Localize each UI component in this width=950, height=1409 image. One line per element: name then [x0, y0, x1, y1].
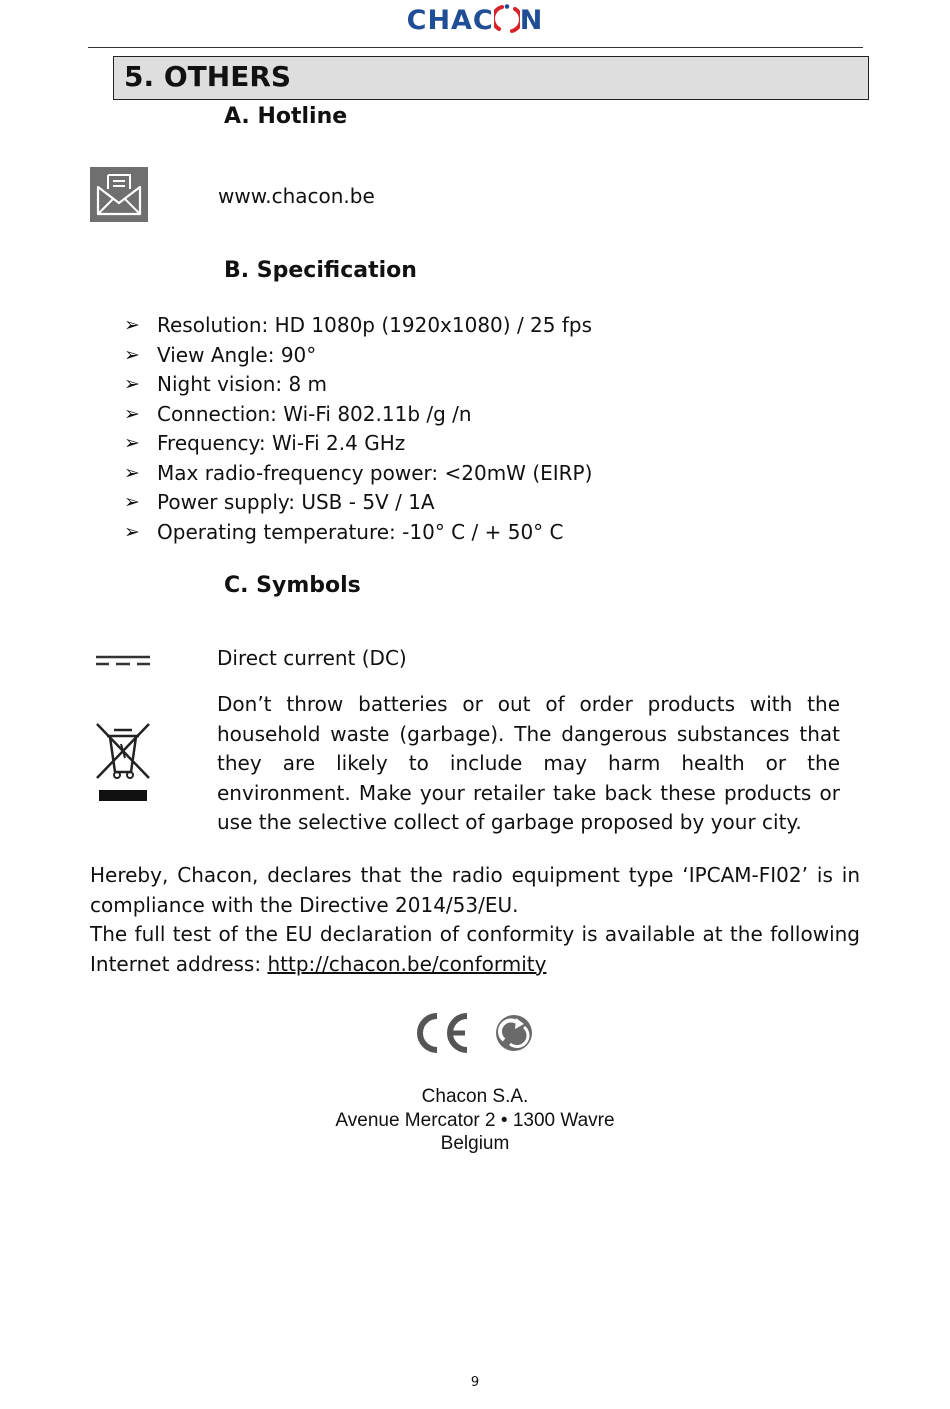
declaration-address-prefix: The full test of the EU declaration of conformity is available at the following Internet address:: [90, 922, 860, 976]
hotline-url[interactable]: www.chacon.be: [218, 184, 375, 208]
spec-item: [124, 400, 592, 430]
spec-item: [124, 311, 592, 341]
direct-current-icon: [96, 652, 150, 664]
spec-item: [124, 429, 592, 459]
section-title: 5. OTHERS: [124, 60, 292, 93]
spec-item: [124, 341, 592, 371]
direct-current-text: Direct current (DC): [217, 646, 407, 670]
hotline-heading: A. Hotline: [224, 104, 348, 129]
arrow-bullet-icon: ➢: [124, 461, 140, 484]
spec-item-text: Power supply: USB - 5V / 1A: [157, 490, 435, 514]
company-name: Chacon S.A.: [421, 1086, 529, 1107]
company-address: [0, 1085, 950, 1156]
spec-item-text: Operating temperature: -10° C / + 50° C: [157, 519, 564, 544]
header-divider: [88, 47, 863, 48]
declaration-address-paragraph: [90, 920, 860, 979]
certification-marks: [410, 1010, 540, 1056]
logo-text-right: N: [519, 5, 544, 36]
declaration-paragraph: Hereby, Chacon, declares that the radio equipment type ‘IPCAM-FI02’ is in compliance with the Directive 2014/53/EU.: [90, 863, 860, 917]
spec-item-text: Frequency: Wi-Fi 2.4 GHz: [157, 431, 406, 455]
spec-item-text: Resolution: HD 1080p (1920x1080) / 25 fps: [157, 313, 592, 337]
mail-icon: [90, 167, 148, 222]
arrow-bullet-icon: ➢: [124, 432, 140, 454]
weee-disposal-text: [217, 690, 840, 838]
logo-o-mark-icon: [494, 4, 520, 34]
spec-item: [124, 488, 592, 518]
logo-text-left: CHAC: [406, 5, 494, 36]
arrow-bullet-icon: ➢: [124, 343, 140, 366]
arrow-bullet-icon: ➢: [124, 491, 140, 513]
weee-disposal-paragraph: Don’t throw batteries or out of order products with the household waste (garbage). The dangerous substances that they are likely to include may harm health or the environment. Make your retailer take back these products or use the selective collect of garbage proposed by your city.: [217, 692, 840, 834]
spec-item-text: Night vision: 8 m: [157, 372, 328, 396]
spec-item: [124, 370, 592, 400]
page-number: 9: [470, 1375, 480, 1390]
arrow-bullet-icon: ➢: [124, 373, 140, 395]
spec-item: [124, 518, 592, 548]
arrow-bullet-icon: ➢: [124, 520, 140, 543]
arrow-bullet-icon: ➢: [124, 402, 140, 425]
symbols-heading: C. Symbols: [224, 573, 361, 598]
spec-item-text: Max radio-frequency power: <20mW (EIRP): [157, 460, 593, 485]
specification-list: [124, 311, 592, 547]
conformity-link[interactable]: http://chacon.be/conformity: [267, 951, 547, 976]
company-country: Belgium: [440, 1133, 510, 1154]
arrow-bullet-icon: ➢: [124, 314, 140, 336]
ce-mark-icon: [420, 1016, 467, 1050]
chacon-logo: [0, 4, 950, 36]
specification-heading: B. Specification: [224, 258, 417, 283]
spec-item-text: Connection: Wi-Fi 802.11b /g /n: [157, 401, 472, 426]
spec-item-text: View Angle: 90°: [157, 342, 317, 367]
conformity-declaration: [90, 861, 860, 979]
spec-item: [124, 459, 592, 489]
recycling-arrow-icon: [496, 1015, 532, 1051]
company-street: Avenue Mercator 2 • 1300 Wavre: [335, 1109, 615, 1131]
crossed-out-bin-icon: [94, 720, 152, 806]
